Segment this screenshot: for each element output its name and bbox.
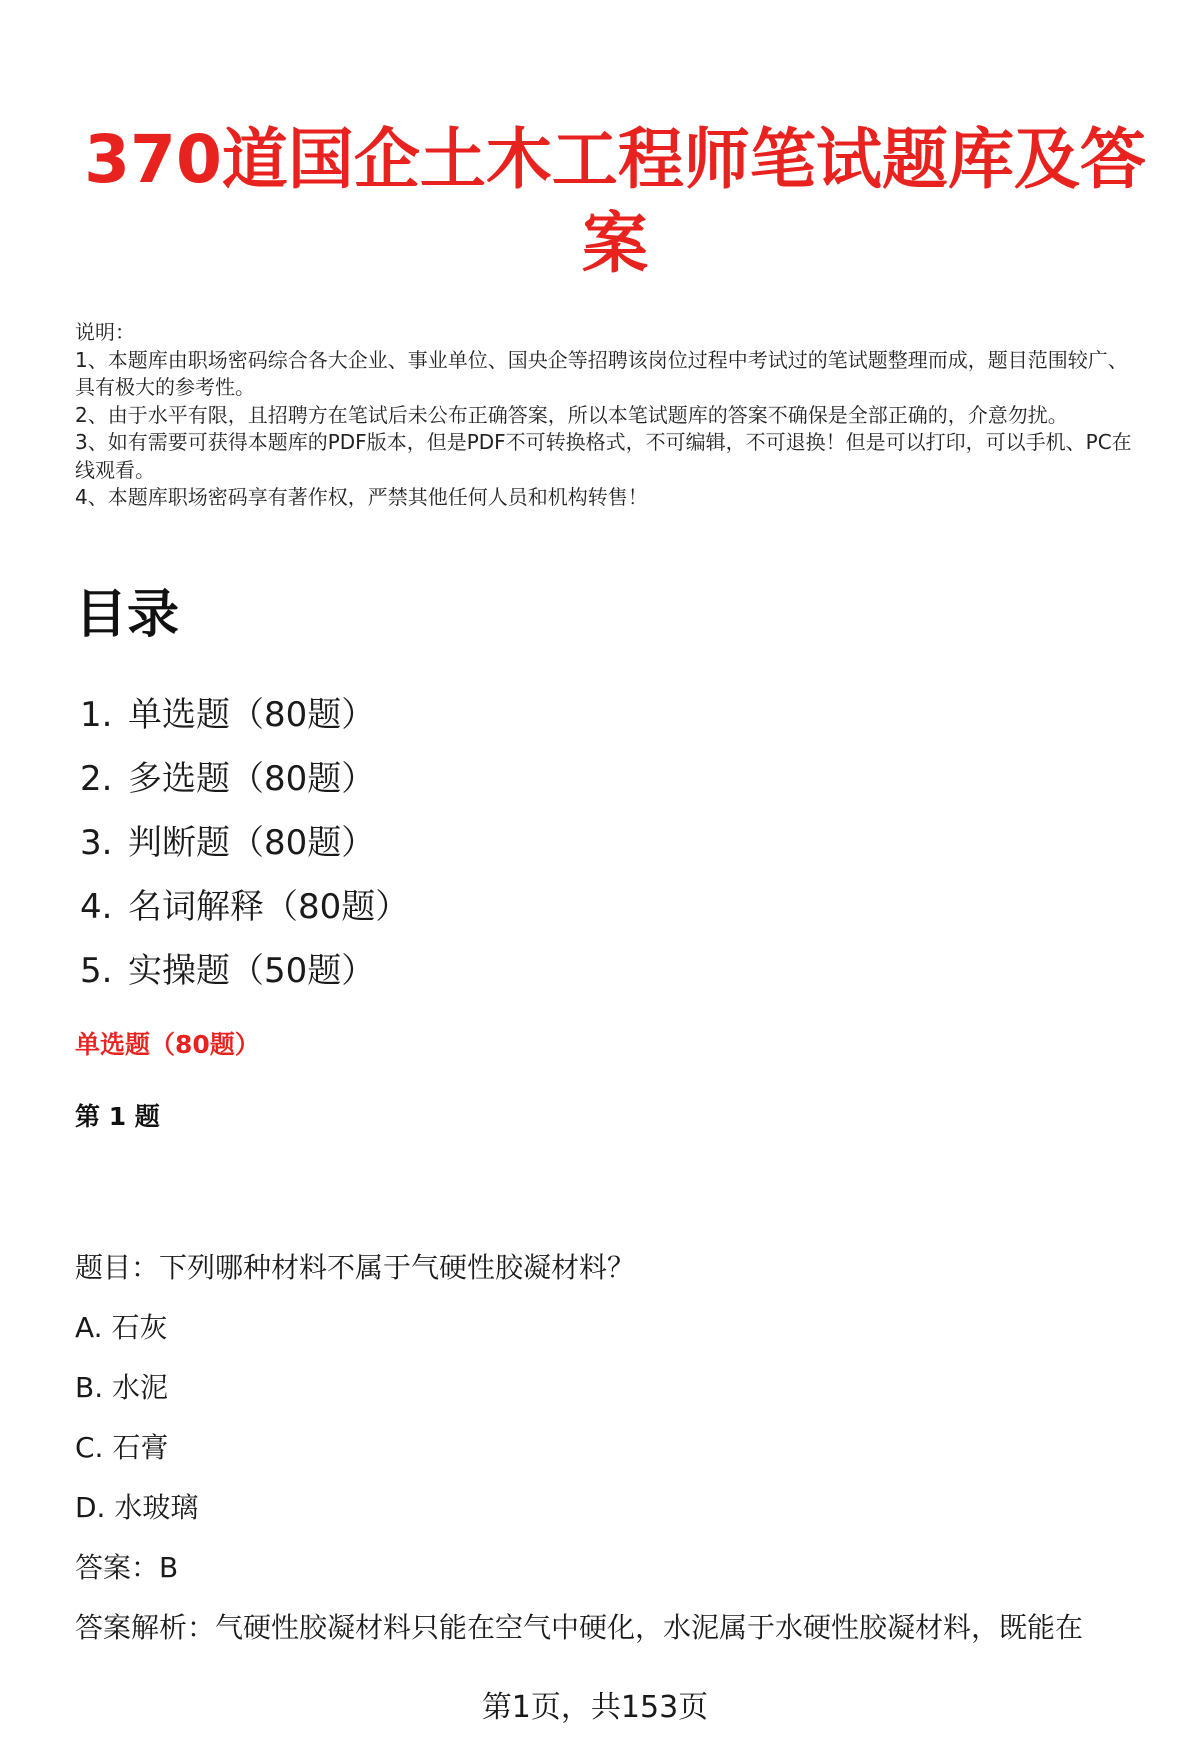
toc-item-label: 多选题（80题） <box>128 759 376 799</box>
question-block <box>75 1238 1165 1658</box>
notes-item: 3、如有需要可获得本题库的PDF版本，但是PDF不可转换格式，不可编辑，不可退换！但是可以打印，可以手机、PC在线观看。 <box>75 430 1132 482</box>
toc-item-label: 实操题（50题） <box>128 951 376 991</box>
option-c: C. 石膏 <box>75 1431 169 1464</box>
toc-item[interactable] <box>80 875 409 939</box>
document-title: 370道国企土木工程师笔试题库及答案 <box>84 121 1146 282</box>
notes-block <box>75 319 1145 512</box>
notes-item: 1、本题库由职场密码综合各大企业、事业单位、国央企等招聘该岗位过程中考试过的笔试题整理而成，题目范围较广、具有极大的参考性。 <box>75 347 1128 399</box>
table-of-contents <box>80 683 409 1003</box>
option-a: A. 石灰 <box>75 1311 168 1344</box>
toc-heading: 目录 <box>75 585 180 645</box>
toc-item-number: 5. <box>80 951 113 991</box>
option-d: D. 水玻璃 <box>75 1491 199 1524</box>
toc-item-label: 名词解释（80题） <box>128 887 410 927</box>
toc-item[interactable] <box>80 683 409 747</box>
notes-heading: 说明： <box>75 320 135 344</box>
toc-item-label: 判断题（80题） <box>128 823 376 863</box>
question-stem: 题目：下列哪种材料不属于气硬性胶凝材料？ <box>75 1251 636 1284</box>
answer-line: 答案：B <box>75 1551 179 1584</box>
toc-item[interactable] <box>80 811 409 875</box>
toc-item-number: 1. <box>80 695 113 735</box>
answer-explanation: 答案解析：气硬性胶凝材料只能在空气中硬化，水泥属于水硬性胶凝材料，既能在 <box>75 1611 1084 1644</box>
section-title: 单选题（80题） <box>75 1030 260 1059</box>
toc-item[interactable] <box>80 939 409 1003</box>
notes-item: 4、本题库职场密码享有著作权，严禁其他任何人员和机构转售！ <box>75 485 648 509</box>
toc-item-number: 4. <box>80 887 113 927</box>
toc-item-number: 2. <box>80 759 113 799</box>
page-footer: 第1页，共153页 <box>481 1690 709 1725</box>
toc-item[interactable] <box>80 747 409 811</box>
toc-item-number: 3. <box>80 823 113 863</box>
notes-item: 2、由于水平有限，且招聘方在笔试后未公布正确答案，所以本笔试题库的答案不确保是全部正确的，介意勿扰。 <box>75 402 1068 427</box>
option-b: B. 水泥 <box>75 1371 169 1404</box>
question-number: 第 1 题 <box>75 1102 160 1131</box>
toc-item-label: 单选题（80题） <box>128 695 376 735</box>
